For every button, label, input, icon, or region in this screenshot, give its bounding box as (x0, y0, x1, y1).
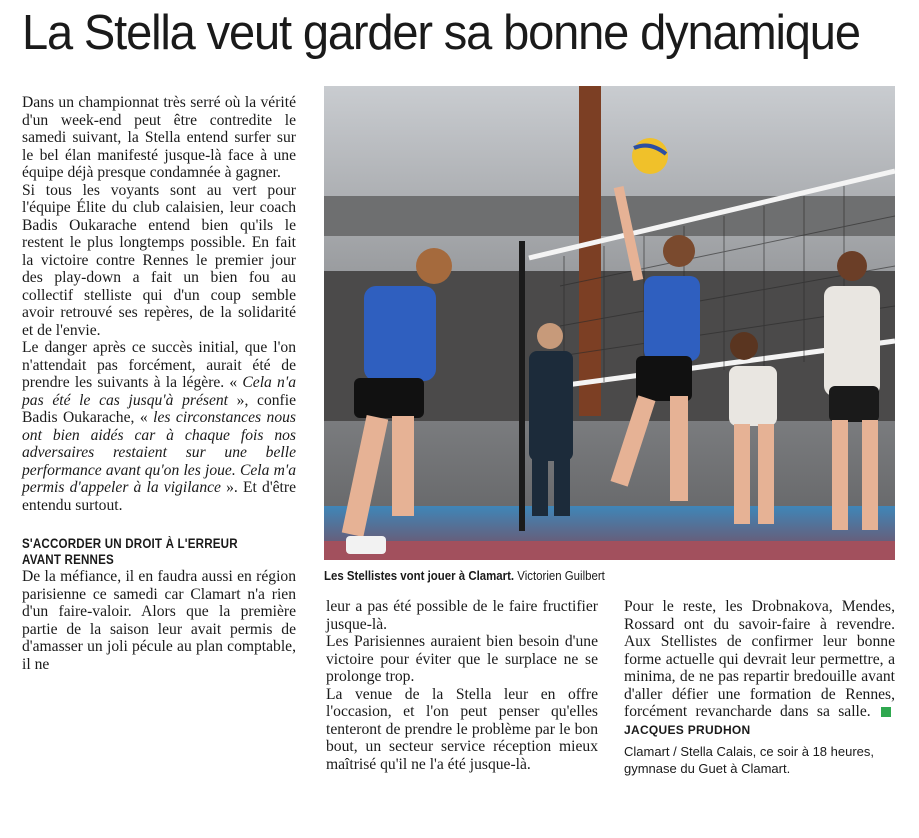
headline: La Stella veut garder sa bonne dynamique (22, 6, 860, 60)
column-1 (22, 94, 296, 673)
author-signature: JACQUES PRUDHON (624, 722, 751, 737)
volleyball-photo (324, 86, 895, 560)
photo-credit: Victorien Guilbert (517, 568, 605, 583)
paragraph: Les Parisiennes auraient bien besoin d'une victoire pour éviter que le surplace ne se prolonge trop. (326, 633, 598, 685)
paragraph: De la méfiance, il en faudra aussi en région parisienne ce samedi car Clamart n'a rien d'un faire-valoir. Alors que la première partie de la saison leur avait permis de d'amasser un joli pécule au plan comptable, il ne (22, 568, 296, 673)
paragraph: Si tous les voyants sont au vert pour l'équipe Élite du club calaisien, leur coach Badis Oukarache entend bien qu'ils le restent le plus longtemps possible. En fait la victoire contre Rennes le premier jour des play-down a fait un bien fou au collectif stelliste qui d'un coup semble avoir retrouvé ses repères, de la solidarité et de l'envie. (22, 181, 296, 339)
paragraph: Pour le reste, les Drobnakova, Mendes, Rossard ont du savoir-faire à revendre. Aux Stellistes de confirmer leur bonne forme actuelle qui devrait leur permettre, a minima, de ne pas repartir bredouille avant d'aller défier une formation de Rennes, forcément revancharde dans sa salle. JACQUES PRUDHON (624, 598, 895, 737)
paragraph-quote: Le danger après ce succès initial, que l'on n'attendait pas forcément, aurait été de prendre les suivants à la légère. « Cela n'a pas été le cas jusqu'à présent », confie Badis Oukarache, « les circonstances nous ont bien aidés car à chaque fois nos adversaires restaient sur une belle performance avant qu'on les joue. Cela m'a permis d'appeler à la vigilance ». Et d'être entendu surtout. (22, 339, 296, 514)
subheading: S'ACCORDER UN DROIT À L'ERREUR AVANT RENNES (22, 536, 238, 567)
signature-square-icon (881, 707, 891, 717)
column-2 (326, 598, 598, 773)
paragraph: leur a pas été possible de le faire fructifier jusque-là. (326, 598, 598, 633)
paragraph: La venue de la Stella leur en offre l'occasion, et l'on peut penser qu'elles tenteront de prendre le problème par le bon bout, un secteur service réception mieux maîtrisé qu'il ne l'a été jusque-là. (326, 685, 598, 773)
match-info: Clamart / Stella Calais, ce soir à 18 heures, gymnase du Guet à Clamart. (624, 744, 874, 776)
photo-caption: Les Stellistes vont jouer à Clamart. Victorien Guilbert (324, 568, 605, 583)
column-3 (624, 598, 895, 777)
paragraph: Dans un championnat très serré où la vérité d'un week-end peut être contredite le samedi suivant, la Stella entend surfer sur le bel élan manifesté jusque-là face à une équipe déjà presque condamnée à gagner. (22, 94, 296, 181)
